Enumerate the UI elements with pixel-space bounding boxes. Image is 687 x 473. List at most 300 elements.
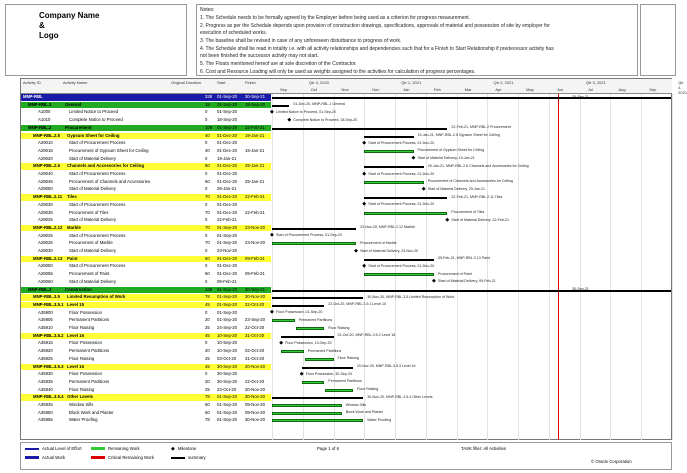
gantt-bar-label: 01-Dec-20, MNP-RBL.1 General	[293, 102, 346, 107]
activity-id: A29015	[38, 147, 53, 153]
month-gridline	[518, 94, 519, 440]
activity-name: Procurement	[65, 124, 92, 130]
gantt-bar-label: Procurement of Gypsum Sheet for Ceiling	[417, 148, 485, 153]
activity-row[interactable]	[21, 402, 271, 409]
orig-duration: 0	[205, 232, 208, 238]
start-date: 01-Dec-20	[217, 163, 238, 169]
activity-id: MNP-RBL.2.13	[33, 255, 63, 261]
milestone-diamond-icon[interactable]: ◆	[362, 139, 367, 146]
col-start[interactable]: Start	[217, 80, 226, 85]
activity-name: Limited Notice to Proceed	[69, 109, 119, 115]
orig-duration: 20	[205, 348, 210, 354]
start-date: 01-Dec-20	[217, 140, 238, 146]
milestone-diamond-icon[interactable]: ◆	[432, 278, 436, 285]
company-name: Company Name	[39, 11, 100, 20]
month-label: Jan	[403, 87, 410, 92]
activity-row[interactable]	[21, 210, 271, 217]
note-line: 1. The Schedule needs to be formally agreed by the Employer before being used as a criterion for progress measurement.	[200, 15, 471, 21]
gantt-bar-label: Start of Material Delivery, 22-Feb-21	[451, 217, 510, 222]
legend-swatch-actual-work	[25, 456, 39, 459]
activity-id: A35940	[38, 386, 53, 392]
revision-box	[640, 4, 676, 76]
month-label: Sep	[649, 87, 657, 92]
activity-row[interactable]	[21, 194, 271, 201]
activity-name: Start of Procurement Process	[69, 263, 126, 269]
activity-bar[interactable]	[364, 150, 413, 153]
activity-row[interactable]	[21, 317, 271, 324]
activity-id: A1000	[38, 109, 51, 115]
activity-bar[interactable]	[325, 389, 353, 392]
finish-date: 29-Jan-21	[245, 178, 265, 184]
activity-row[interactable]	[21, 410, 271, 417]
gantt-bar-label: 30-Sep-21	[572, 287, 589, 291]
grid-header	[21, 79, 687, 95]
activity-name: Procurement of Gypsum Sheet for Ceiling	[69, 147, 149, 153]
activity-id: MNP-RBL.3.5.1	[33, 301, 64, 307]
activity-name: Start of Procurement Process	[69, 171, 126, 176]
activity-id: MNP-RBL.3.5.4	[33, 394, 64, 400]
start-date: 01-Sep-20	[217, 101, 238, 107]
activity-row[interactable]	[21, 379, 271, 386]
finish-date: 09-Nov-20	[245, 409, 266, 415]
activity-row[interactable]	[21, 240, 271, 247]
milestone-diamond-icon[interactable]: ◆	[362, 170, 367, 177]
month-gridline	[641, 94, 642, 440]
activity-name: Limited Resumption of Work	[67, 294, 126, 300]
start-date: 01-Sep-20	[217, 409, 238, 415]
activity-row[interactable]	[21, 256, 271, 263]
activity-row[interactable]	[21, 294, 271, 301]
start-date: 01-Sep-20	[217, 286, 238, 292]
activity-name: Procurement of Channels and Accessories	[69, 178, 151, 184]
milestone-diamond-icon[interactable]: ◆	[287, 116, 292, 123]
activity-id: MNP-RBL.3.5.3	[33, 363, 64, 369]
activity-row[interactable]	[21, 102, 271, 109]
activity-name: Channels and Accessories for Ceiling	[67, 163, 144, 169]
activity-id: MNP-RBL.2.5	[33, 132, 60, 138]
start-date: 01-Dec-20	[217, 263, 238, 269]
activity-name: Water Proofing	[69, 417, 98, 423]
activity-id: A35900	[38, 309, 53, 315]
finish-date: 18-Sep-20	[245, 101, 266, 107]
finish-date: 23-Nov-20	[245, 240, 266, 246]
activity-row[interactable]	[21, 186, 271, 193]
activity-id: A35910	[38, 325, 53, 330]
activity-row[interactable]	[21, 217, 271, 224]
start-date: 01-Sep-20	[217, 417, 238, 423]
col-orig-duration[interactable]: Original Duration	[171, 80, 202, 85]
orig-duration: 0	[205, 278, 208, 284]
gantt-bar-label: Start of Procurement Process, 01-Dec-20	[368, 263, 435, 268]
activity-row[interactable]	[21, 325, 271, 332]
summary-bar[interactable]	[272, 305, 324, 307]
schedule-grid	[20, 78, 687, 440]
summary-bar[interactable]	[364, 197, 447, 199]
activity-bar[interactable]	[272, 419, 363, 422]
gantt-bar-label: Block Work and Plaster	[345, 410, 384, 415]
orig-duration: 0	[205, 340, 208, 346]
activity-row[interactable]	[21, 225, 271, 232]
gantt-bar-label: 23-Nov-20, MNP-RBL.2.12 Marble	[360, 225, 416, 230]
finish-date: 09-Feb-21	[245, 271, 265, 277]
activity-name: Procurement of Tiles	[69, 209, 109, 215]
milestone-diamond-icon[interactable]: ◆	[445, 216, 450, 223]
activity-row[interactable]	[21, 310, 271, 317]
start-date: 30-Sep-20	[217, 371, 238, 377]
orig-duration: 0	[205, 140, 208, 146]
activity-row[interactable]	[21, 371, 271, 378]
activity-row[interactable]	[21, 125, 271, 132]
activity-name: General	[65, 101, 82, 107]
activity-row[interactable]	[21, 356, 271, 363]
legend-summary-text: summary	[188, 455, 206, 460]
activity-bar[interactable]	[364, 181, 423, 184]
gantt-bar-label: Start of Procurement Process, 01-Dec-20	[368, 202, 435, 207]
finish-date: 30-Sep-21	[245, 286, 266, 292]
activity-name: Complete Notice to Proceed	[69, 117, 123, 123]
orig-duration: 45	[205, 301, 210, 307]
finish-date: 22-Oct-20	[245, 325, 265, 330]
activity-id: A29060	[38, 278, 53, 284]
orig-duration: 40	[205, 132, 210, 138]
note-line: 4. The Schedule shall be read in totality i.e. with all activity relationships and dependencies such that for a Finish to Start Relationship if predecessor activity has	[200, 46, 554, 52]
start-date: 18-Sep-20	[217, 117, 238, 123]
legend-actual-work-text: Actual Work	[42, 455, 66, 460]
activity-id: A35905	[38, 317, 53, 323]
activity-id: A35935	[38, 378, 53, 384]
activity-bar[interactable]	[364, 273, 434, 276]
finish-date: 30-Sep-21	[245, 94, 266, 99]
activity-row[interactable]	[21, 148, 271, 155]
gantt-bar-label: 09-Feb-21, MNP-RBL.2.13 Paint	[438, 256, 490, 261]
activity-bar[interactable]	[281, 350, 304, 353]
summary-bar[interactable]	[272, 105, 289, 107]
gantt-bar-label: Floor Possession, 30-Sep-20	[305, 371, 353, 376]
gantt-bar-label: 30-Sep-21	[572, 94, 589, 99]
orig-duration: 40	[205, 147, 210, 153]
activity-name: Start of Procurement Process	[69, 232, 126, 238]
activity-bar[interactable]	[296, 327, 325, 330]
start-date: 01-Sep-20	[217, 402, 238, 407]
finish-date: 09-Feb-21	[245, 255, 265, 261]
start-date: 01-Sep-20	[217, 317, 238, 323]
activity-row[interactable]	[21, 333, 271, 340]
gantt-bar-label: Procurement of Marble	[360, 240, 397, 245]
col-activity-id[interactable]: Activity ID	[23, 80, 41, 85]
start-date: 01-Dec-20	[217, 201, 238, 207]
activity-id: A29026	[38, 240, 53, 246]
activity-id: A35930	[38, 371, 53, 377]
activity-name: Level 16	[67, 363, 84, 369]
activity-name: Level 15	[67, 301, 84, 307]
activity-name: Floor Raising	[69, 325, 95, 330]
orig-duration: 70	[205, 224, 210, 230]
start-date: 24-Sep-20	[217, 325, 238, 330]
summary-bar[interactable]	[272, 297, 363, 299]
start-date: 01-Sep-20	[217, 94, 238, 99]
activity-name: Level 16	[67, 332, 84, 338]
orig-duration: 78	[205, 294, 210, 300]
activity-bar[interactable]	[272, 242, 356, 245]
finish-date: 09-Nov-20	[245, 402, 266, 407]
activity-row[interactable]	[21, 348, 271, 355]
start-date: 01-Dec-20	[217, 194, 238, 200]
month-gridline	[580, 94, 581, 440]
activity-name: Gypsum Sheet for Ceiling	[67, 132, 120, 138]
gantt-bar-label: 22-Feb-21, MNP-RBL.2.11 Tiles	[451, 194, 503, 199]
start-date: 01-Dec-20	[217, 147, 238, 153]
activity-name: Paint	[67, 255, 78, 261]
start-date: 03-Oct-20	[217, 355, 237, 361]
milestone-diamond-icon: ◆	[171, 446, 175, 452]
orig-duration: 0	[205, 248, 208, 253]
activity-row[interactable]	[21, 394, 271, 401]
activity-row[interactable]	[21, 271, 271, 278]
milestone-diamond-icon[interactable]: ◆	[411, 155, 416, 162]
milestone-diamond-icon[interactable]: ◆	[362, 201, 367, 208]
start-date: 10-Sep-20	[217, 340, 238, 346]
start-date: 01-Sep-20	[217, 224, 238, 230]
activity-bar[interactable]	[272, 412, 342, 415]
orig-duration: 18	[205, 101, 210, 107]
start-date: 23-Oct-20	[217, 386, 237, 392]
activity-row[interactable]	[21, 117, 271, 124]
company-logo-label: Logo	[39, 31, 59, 40]
summary-bar[interactable]	[364, 166, 423, 168]
activity-bar[interactable]	[364, 212, 447, 215]
activity-id: A29025	[38, 232, 53, 238]
activity-row[interactable]	[21, 109, 271, 116]
activity-row[interactable]	[21, 140, 271, 147]
activity-name: Start of Procurement Process	[69, 201, 126, 207]
finish-date: 22-Feb-21	[245, 209, 265, 215]
activity-id: MNP-RBL.2.11	[33, 194, 63, 200]
orig-duration: 0	[205, 155, 208, 161]
month-label: Nov	[341, 87, 349, 92]
start-date: 01-Dec-20	[217, 178, 238, 184]
activity-name: Floor Possession	[69, 340, 102, 346]
gantt-bar-label: 30-Nov-20, MNP-RBL.3.5.4 Other Levels	[367, 394, 433, 399]
start-date: 01-Dec-20	[217, 132, 238, 138]
legend	[20, 442, 672, 470]
summary-bar[interactable]	[364, 136, 413, 138]
activity-row[interactable]	[21, 133, 271, 140]
milestone-diamond-icon[interactable]: ◆	[270, 309, 274, 316]
activity-name: Permanent Partitions	[69, 317, 110, 323]
gantt-bar-label: 31-Oct-20, MNP-RBL.3.5.2 Level 16	[337, 333, 396, 338]
activity-name: Start of Procurement Process	[69, 140, 126, 146]
col-finish[interactable]: Finish	[245, 80, 256, 85]
start-date: 30-Sep-20	[217, 378, 238, 384]
activity-id: MNP-RBL.3.5.2	[33, 332, 64, 338]
milestone-diamond-icon[interactable]: ◆	[354, 247, 358, 254]
month-label: Sep	[280, 87, 288, 92]
quarter-label: Qtr 4, 2021	[678, 80, 687, 95]
gantt-bar-label: Permanent Partitions	[328, 379, 362, 384]
activity-id: A35945	[38, 402, 53, 407]
legend-swatch-actual-level	[25, 448, 39, 450]
legend-remaining-work	[91, 446, 140, 451]
summary-bar[interactable]	[302, 367, 353, 369]
orig-duration: 0	[205, 109, 208, 115]
gantt-bar-label: Floor Raising	[337, 356, 359, 361]
orig-duration: 60	[205, 255, 210, 261]
gantt-bar-label: Window Sills	[345, 402, 367, 407]
gantt-bar-label: 19-Jan-21, MNP-RBL.2.5 Gypsum Sheet for Ceiling	[417, 133, 500, 137]
activity-bar[interactable]	[272, 319, 295, 322]
activity-row[interactable]	[21, 163, 271, 170]
activity-id: A29020	[38, 155, 53, 161]
activity-id: A35915	[38, 340, 53, 346]
data-date-line	[558, 94, 559, 440]
orig-duration: 25	[205, 355, 210, 361]
activity-name: Start of Material Delivery	[69, 217, 117, 223]
orig-duration: 45	[205, 332, 210, 338]
gantt-bar-label: 22-Feb-21, MNP-RBL.2 Procurement	[451, 125, 511, 130]
month-gridline	[487, 94, 488, 440]
summary-bar[interactable]	[272, 228, 356, 230]
legend-milestone	[171, 446, 196, 452]
milestone-diamond-icon[interactable]: ◆	[421, 185, 426, 192]
activity-row[interactable]	[21, 202, 271, 209]
activity-id: A1010	[38, 117, 51, 123]
start-date: 01-Sep-20	[217, 109, 238, 115]
activity-name: Procurement of Marble	[69, 240, 113, 246]
activity-row[interactable]	[21, 340, 271, 347]
orig-duration: 0	[205, 263, 208, 269]
activity-row[interactable]	[21, 94, 271, 101]
activity-id: MNP-RBL.3	[28, 286, 52, 292]
summary-bar[interactable]	[272, 397, 363, 399]
activity-row[interactable]	[21, 171, 271, 178]
legend-summary	[171, 455, 206, 460]
month-label: Feb	[433, 87, 441, 92]
activity-id: A29050	[38, 186, 53, 192]
start-date: 01-Sep-20	[217, 124, 238, 130]
note-line: execution of scheduled works.	[200, 30, 267, 36]
start-date: 10-Sep-20	[217, 348, 238, 354]
milestone-diamond-icon[interactable]: ◆	[362, 262, 367, 269]
activity-row[interactable]	[21, 179, 271, 186]
finish-date: 22-Feb-21	[245, 124, 265, 130]
milestone-diamond-icon[interactable]: ◆	[299, 370, 304, 377]
activity-id: MNP-RBL	[23, 94, 43, 99]
legend-swatch-remaining	[91, 447, 105, 450]
activity-row[interactable]	[21, 364, 271, 371]
activity-row[interactable]	[21, 417, 271, 424]
gantt-bar-label: Limited Notice to Proceed, 01-Sep-20	[276, 109, 336, 114]
start-date: 01-Dec-20	[217, 171, 238, 176]
summary-bar[interactable]	[272, 128, 447, 130]
gantt-bar-label: Start of Material Delivery, 23-Nov-20	[360, 248, 418, 253]
gantt-bar-label: Start of Material Delivery, 09-Feb-21	[438, 279, 496, 284]
activity-id: A35950	[38, 409, 53, 415]
gantt-bar-label: Procurement of Channels and Accessories for Ceiling	[427, 179, 513, 184]
start-date: 01-Dec-20	[217, 271, 238, 277]
start-date: 01-Sep-20	[217, 301, 238, 307]
activity-id: A29030	[38, 248, 53, 253]
activity-name: Other Levels	[67, 394, 94, 400]
legend-critical-remaining-text: Critical Remaining Work	[108, 455, 155, 460]
month-gridline	[610, 94, 611, 440]
activity-row[interactable]	[21, 287, 271, 294]
activity-name: Permanent Partitions	[69, 378, 110, 384]
gantt-bar-label: Floor Possession, 01-Sep-20	[276, 310, 323, 315]
gantt-bar-label: Water Proofing	[367, 417, 392, 422]
activity-bar[interactable]	[272, 404, 342, 407]
activity-name: Tiles	[67, 194, 77, 200]
summary-bar[interactable]	[281, 336, 333, 338]
start-date: 09-Feb-21	[217, 278, 237, 284]
month-gridline	[672, 94, 673, 440]
activity-name: Window Sills	[69, 402, 94, 407]
orig-duration: 50	[205, 178, 210, 184]
month-gridline	[549, 94, 550, 440]
activity-name: Permanent Partitions	[69, 348, 110, 354]
start-date: 01-Sep-20	[217, 309, 238, 315]
finish-date: 31-Oct-20	[245, 332, 265, 338]
month-gridline	[303, 94, 304, 440]
notes-box	[196, 4, 638, 76]
task-filter: TASK filter: All Activities	[461, 446, 507, 451]
activity-row[interactable]	[21, 387, 271, 394]
activity-name: Floor Possession	[69, 371, 102, 377]
summary-bar[interactable]	[364, 259, 434, 261]
finish-date: 23-Sep-20	[245, 317, 266, 323]
activity-id: A29040	[38, 171, 53, 176]
gantt-bar-label: Floor Raising	[357, 387, 379, 392]
activity-row[interactable]	[21, 156, 271, 163]
activity-row[interactable]	[21, 263, 271, 270]
finish-date: 23-Nov-20	[245, 224, 266, 230]
orig-duration: 338	[205, 94, 213, 99]
activity-name: Start of Material Delivery	[69, 155, 117, 161]
col-activity-name[interactable]: Activity Name	[63, 80, 88, 85]
gantt-bar-label: 29-Jan-21, MNP-RBL.2.6 Channels and Accessories for Ceiling	[427, 163, 529, 168]
activity-row[interactable]	[21, 279, 271, 286]
finish-date: 02-Oct-20	[245, 348, 265, 354]
activity-id: A35955	[38, 417, 53, 423]
milestone-diamond-icon[interactable]: ◆	[270, 232, 274, 239]
summary-bar[interactable]	[272, 290, 671, 292]
finish-date: 31-Oct-20	[245, 355, 265, 361]
gantt-chart[interactable]	[272, 94, 672, 440]
activity-bar[interactable]	[302, 381, 325, 384]
activity-name: Procurement of Paint	[69, 271, 110, 277]
activity-row[interactable]	[21, 302, 271, 309]
activity-id: A29025	[38, 217, 53, 223]
orig-duration: 60	[205, 271, 210, 277]
milestone-diamond-icon[interactable]: ◆	[270, 108, 274, 115]
activity-bar[interactable]	[305, 358, 334, 361]
finish-date: 20-Nov-20	[245, 386, 266, 392]
orig-duration: 25	[205, 325, 210, 330]
finish-date: 19-Jan-21	[245, 132, 265, 138]
finish-date: 22-Oct-20	[245, 301, 265, 307]
orig-duration: 0	[205, 371, 208, 377]
legend-swatch-summary	[171, 457, 185, 459]
gantt-bar-label: Complete Notice to Proceed, 18-Sep-20	[293, 117, 358, 122]
gantt-bar-label: Start of Procurement Process, 01-Dec-20	[368, 140, 435, 145]
activity-row[interactable]	[21, 248, 271, 255]
activity-row[interactable]	[21, 233, 271, 240]
start-date: 01-Sep-20	[217, 394, 238, 400]
start-date: 19-Jan-21	[217, 155, 237, 161]
note-line: not been finished the successor activity may not start.	[200, 53, 319, 59]
orig-duration: 78	[205, 394, 210, 400]
month-label: Oct	[310, 87, 317, 92]
milestone-diamond-icon[interactable]: ◆	[279, 339, 284, 346]
